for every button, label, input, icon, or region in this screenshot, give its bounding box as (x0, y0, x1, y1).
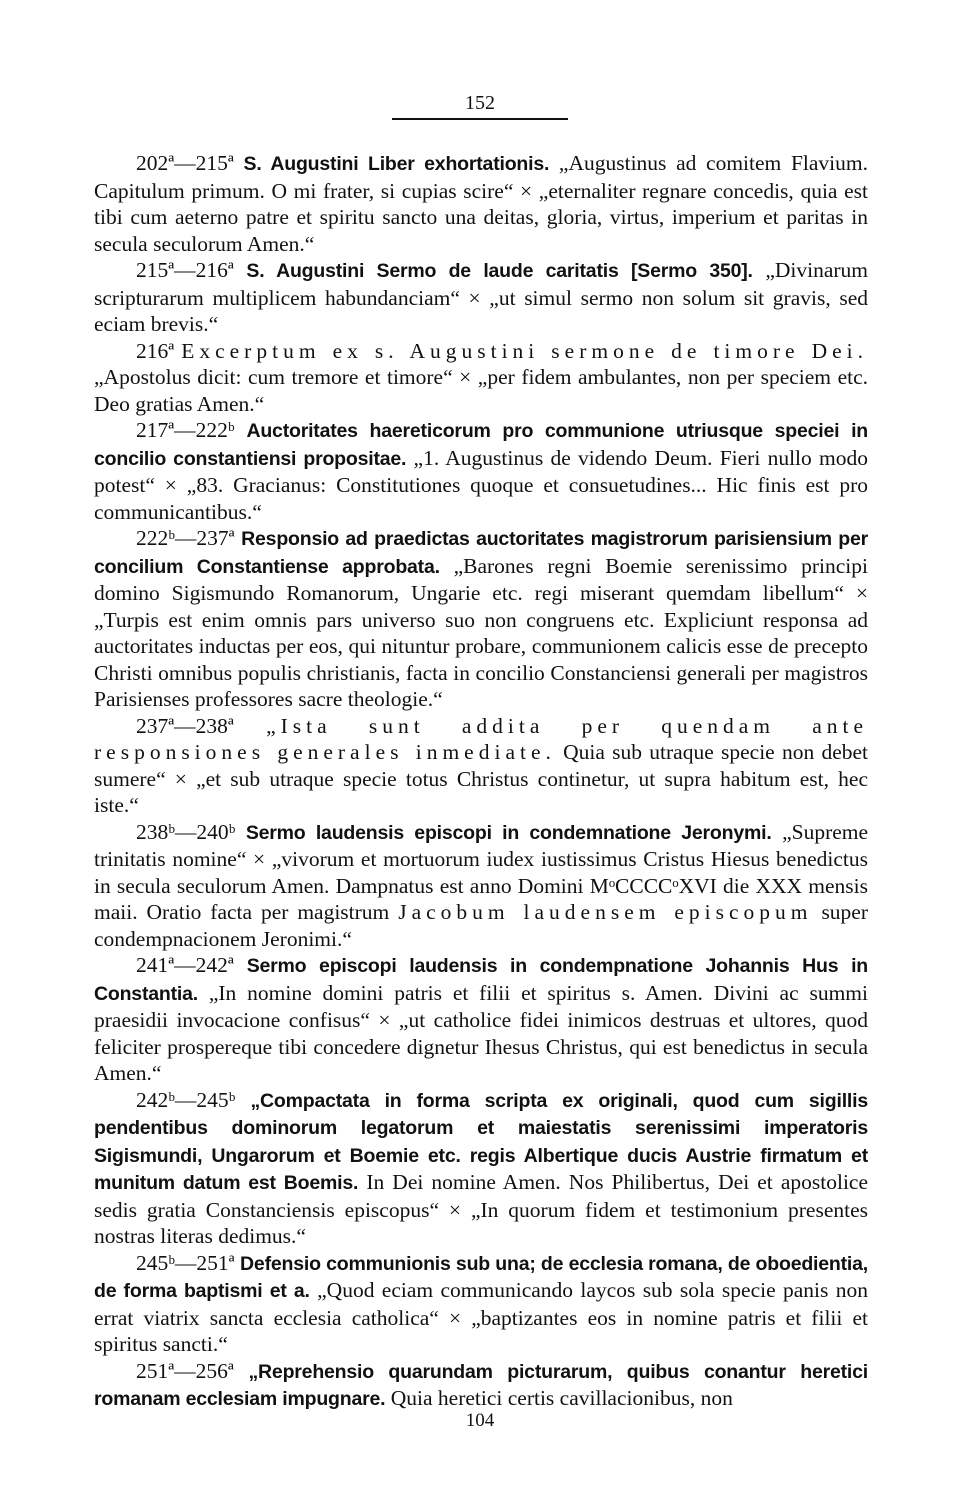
catalog-entry (94, 257, 868, 338)
entry-body: „1. Augustinus de videndo Deum. Fieri nullo modo potest“ × „83. Gracianus: Constitutiones quoque et consuetudines... Hic finis est pro communicantibus.“ (94, 445, 868, 524)
folio-range: 202ª—215ª (136, 151, 234, 175)
entry-spaced-name: Jacobum laudensem episcopum (398, 900, 813, 924)
folio-range: 238ᵇ—240ᵇ (136, 819, 236, 844)
catalog-entry (94, 713, 868, 819)
catalog-entry (94, 1358, 868, 1413)
entry-heading: S. Augustini Liber exhortationis. (243, 153, 550, 175)
folio-range: 245ᵇ—251ª (136, 1250, 235, 1275)
catalog-text (94, 150, 868, 1413)
folio-range: 242ᵇ—245ᵇ (136, 1087, 236, 1112)
catalog-entry (94, 1250, 868, 1358)
catalog-entry (94, 1087, 868, 1250)
entry-heading: Sermo episcopi laudensis in condempnatione Johannis Hus in Constantia. (94, 955, 868, 1005)
catalog-entry (94, 338, 868, 418)
entry-body: In Dei nomine Amen. Nos Philibertus, Dei et apostolice sedis gratia Constanciensis episcopus“ × „In quorum fidem et testimonium presentes nostras literas dedimus.“ (94, 1170, 869, 1248)
entry-body: „Quod eciam communicando laycos sub sola specie panis non errat viatrix sancta ecclesia catholica“ × „baptizantes eos in nomine patris et filii et spiritus sancti.“ (94, 1278, 868, 1356)
entry-body: „Apostolus dicit: cum tremore et timore“ × „per fidem ambulantes, non per speciem etc. Deo gratias Amen.“ (94, 365, 868, 416)
catalog-entry (94, 525, 868, 713)
entry-heading: S. Augustini Sermo de laude caritatis [Sermo 350]. (246, 260, 753, 282)
entry-heading: Responsio ad praedictas auctoritates magistrorum parisiensium per concilium Constantiense approbata. (94, 528, 869, 578)
folio-range: 241ª—242ª (136, 953, 234, 977)
page-number: 152 (465, 92, 495, 114)
folio-range: 217ª—222ᵇ (136, 418, 235, 442)
entry-heading: Auctoritates haereticorum pro communione utriusque speciei in concilio constantiensi propositae. (94, 420, 868, 470)
entry-body: „Supreme trinitatis nomine“ × „vivorum et mortuorum iudex iustissimus Cristus Hiesus benedictus in secula seculorum Amen. Dampnatus est anno Domini MᵒCCCCᵒXVI die XXX mensis maii. Oratio facta per magistrum (94, 819, 869, 924)
entry-heading: Sermo laudensis episcopi in condemnatione Jeronymi. (245, 821, 772, 844)
entry-spaced-title: Excerptum ex s. Augustini sermone de timore Dei. (181, 338, 869, 363)
entry-body: Quia sub utraque specie non debet sumere“ × „et sub utraque specie totus Christus continetur, ut supra habitum est, hec iste.“ (94, 740, 869, 817)
catalog-entry (94, 819, 868, 953)
catalog-entry (94, 952, 868, 1087)
entry-body: „Divinarum scripturarum multiplicem habundanciam“ × „ut simul sermo non solum sit gravis, sed eciam brevis.“ (94, 258, 869, 336)
entry-body: „Barones regni Boemie serenissimo principi domino Sigismundo Romanorum, Ungarie etc. regi miserant quemdam libellum“ × „Turpis est enim omnis pars universo suo non congruens etc. Expliciunt responsa ad auctoritates inductas per eos, qui nituntur probare, communionem calicis esse de precepto Christi omnibus populis christianis, facta in concilio Constanciensi generali per magistros Parisienses professores sacre theologie.“ (94, 553, 869, 711)
entry-body: „Augustinus ad comitem Flavium. Capitulum primum. O mi frater, si cupias scire“ × „eternaliter regnare concedis, quia est tibi cum aeterno patre et spiritu sancto una deitas, gloria, virtus, imperium et paritas in secula seculorum Amen.“ (94, 151, 868, 256)
entry-spaced-title: „Ista sunt addita per quendam ante responsiones generales inmediate. (94, 713, 869, 764)
catalog-entry (94, 417, 868, 525)
footer-page-number: 104 (465, 1410, 495, 1431)
folio-range: 251ª—256ª (136, 1358, 234, 1383)
folio-range: 222ᵇ—237ª (136, 526, 235, 550)
folio-range: 216ª (136, 338, 175, 363)
entry-body: „In nomine domini patris et filii et spiritus s. Amen. Divini ac summi praesidii invocacione confisus“ × „ut catholice fidei inimicos destruas et ultores, quod feliciter prospereque tibi concedere dignetur Ihesus Christus, qui est benedictus in secula Amen.“ (94, 980, 868, 1085)
folio-range: 215ª—216ª (136, 258, 234, 282)
catalog-entry (94, 150, 868, 257)
entry-heading: „Reprehensio quarundam picturarum, quibus conantur heretici romanam ecclesiam impugnare. (94, 1360, 868, 1410)
entry-body-tail: super condempnacionem Jeronimi.“ (94, 900, 869, 951)
entry-heading: Defensio communionis sub una; de ecclesia romana, de oboedientia, de forma baptismi et a. (94, 1252, 868, 1302)
folio-range: 237ª—238ª (136, 713, 234, 738)
entry-heading: „Compactata in forma scripta ex originali, quod cum sigillis pendentibus dominorum legatorum et maiestatis serenissimi imperatoris Sigismundi, Ungarorum et Boemie etc. regis Albertique ducis Austrie firmatum et munitum datum est Boemis. (94, 1089, 868, 1194)
entry-body: Quia heretici certis cavillacionibus, non (390, 1386, 733, 1410)
header-rule (392, 118, 568, 120)
